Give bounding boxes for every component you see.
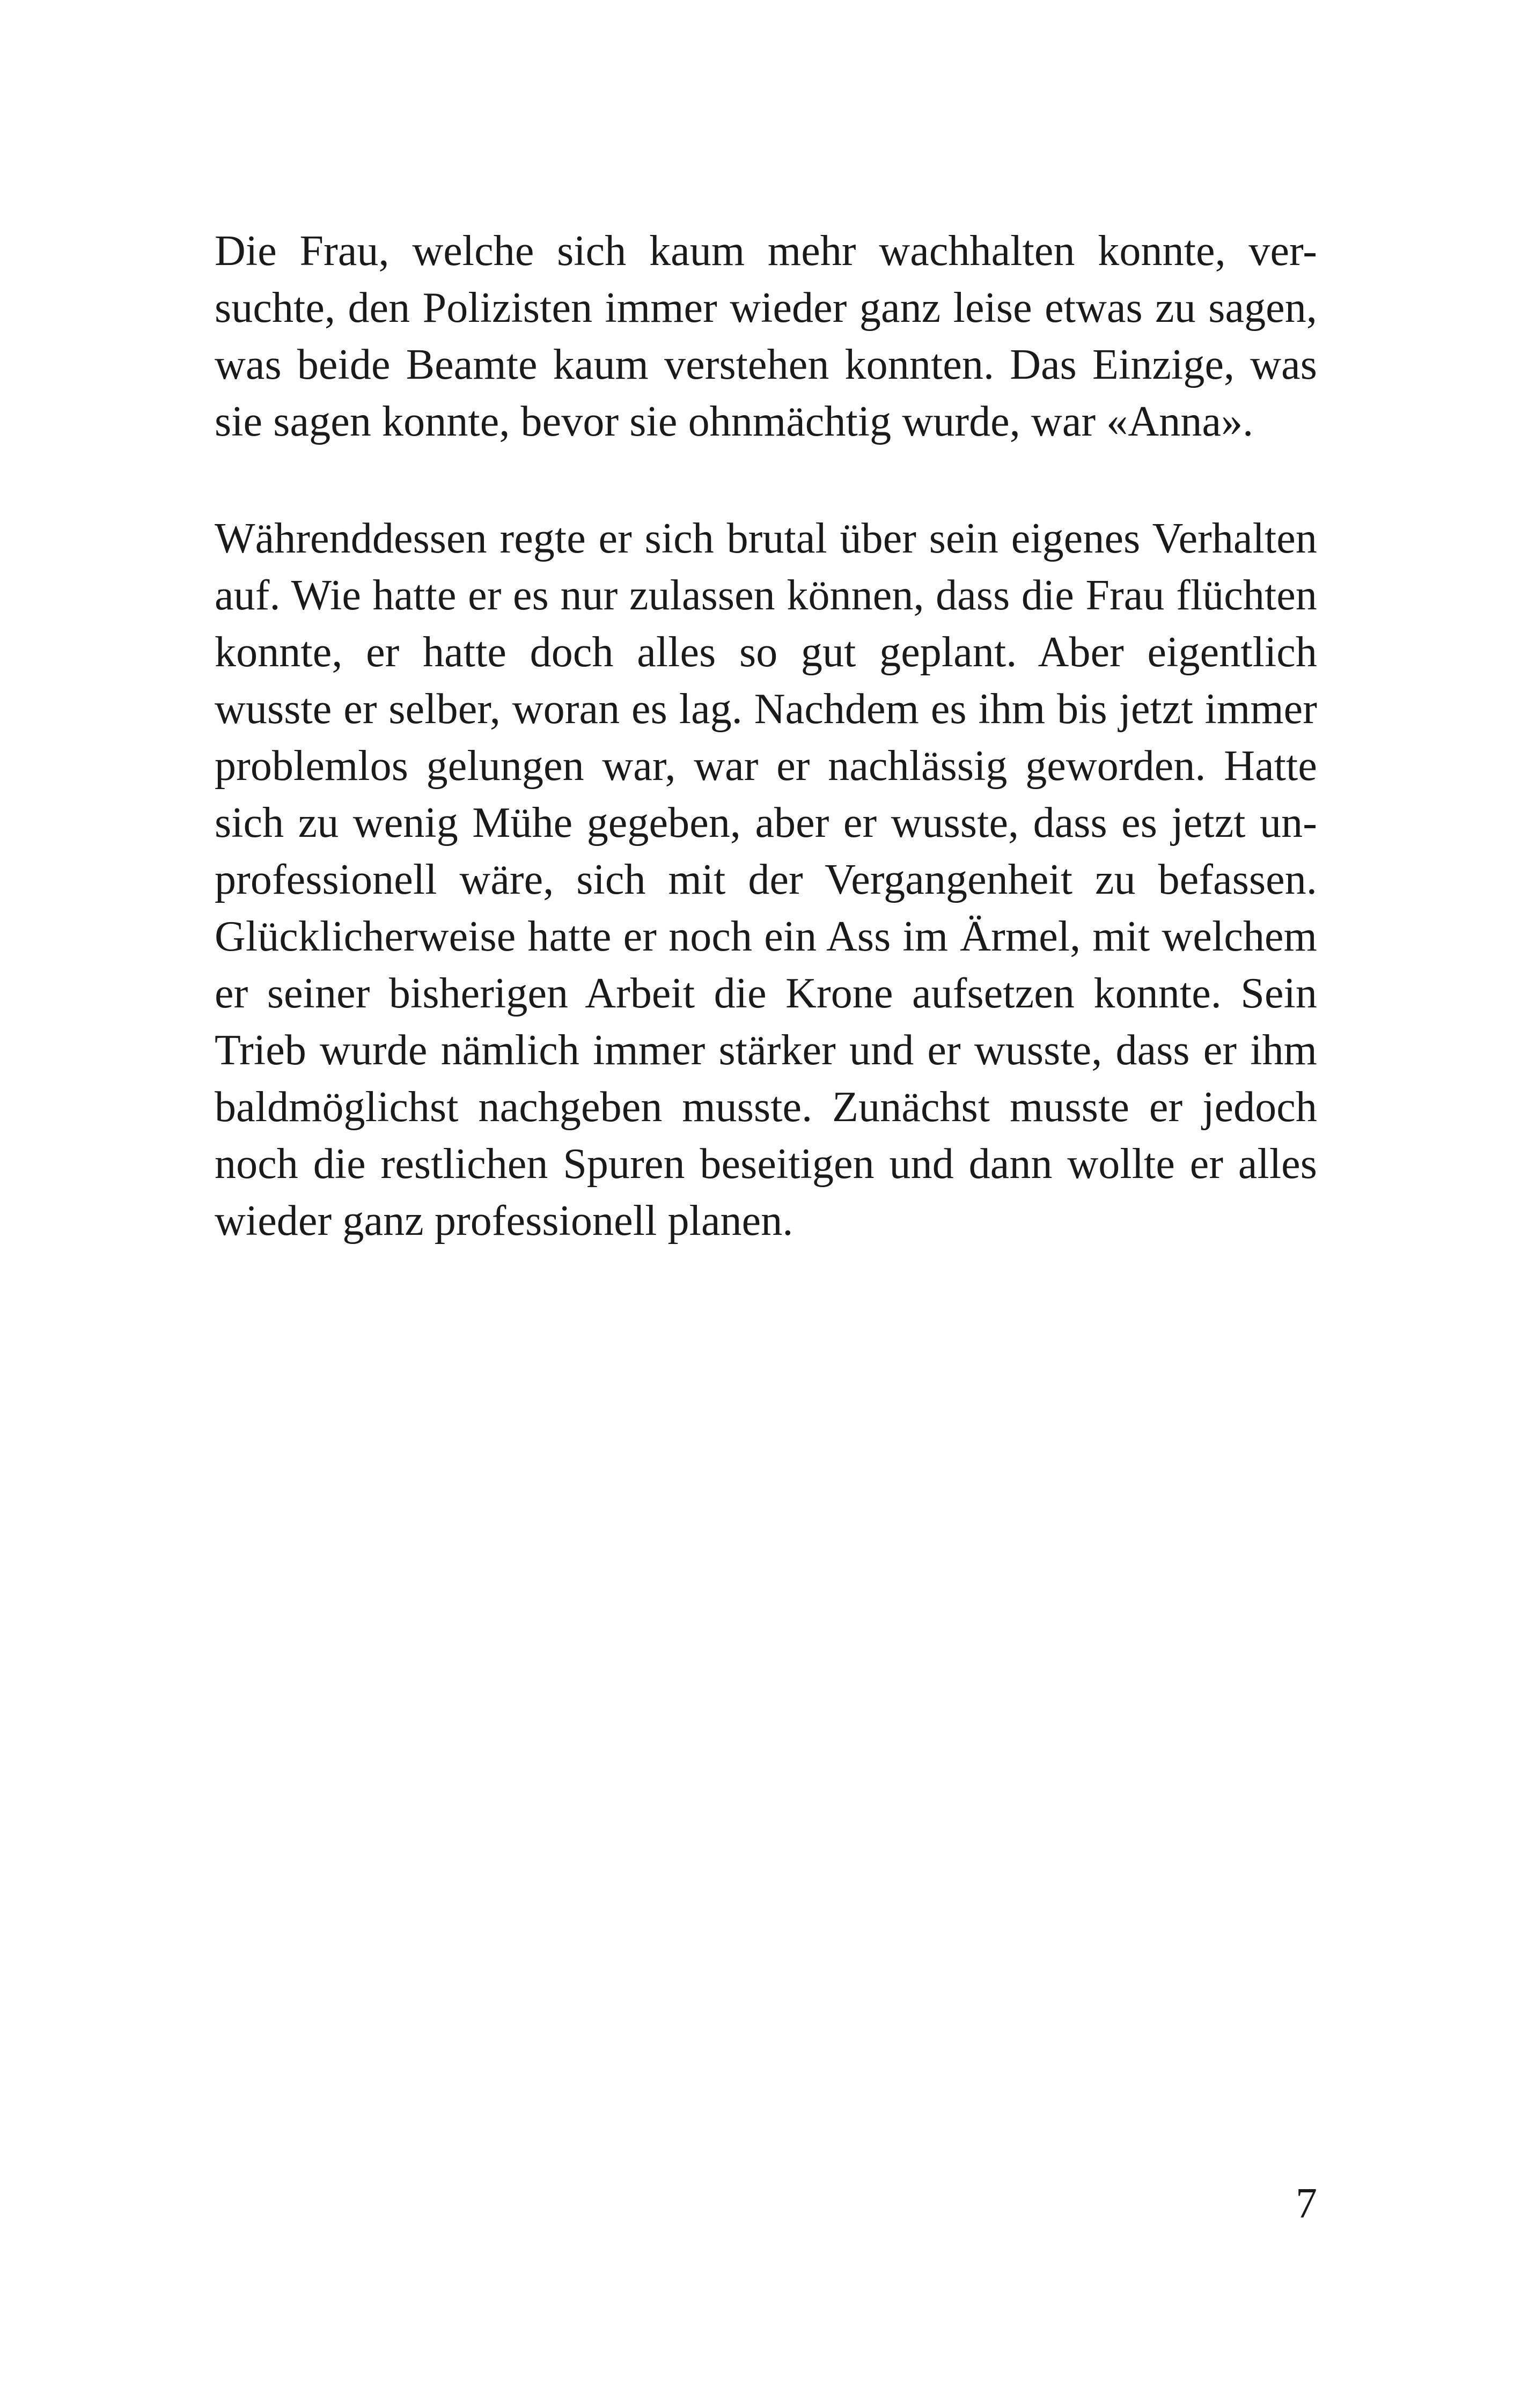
- text-line: wusste er selber, woran es lag. Nachdem es ihm bis jetzt immer: [215, 686, 1317, 733]
- text-line: problemlos gelungen war, war er nachlässig geworden. Hatte: [215, 742, 1317, 790]
- text-line: konnte, er hatte doch alles so gut geplant. Aber eigentlich: [215, 629, 1317, 676]
- text-line: Die Frau, welche sich kaum mehr wachhalten konnte, ver-: [215, 227, 1317, 275]
- paragraph-1: [215, 223, 1317, 450]
- text-line: professionell wäre, sich mit der Vergangenheit zu befassen.: [215, 856, 1317, 903]
- text-line: Währenddessen regte er sich brutal über sein eigenes Verhalten: [215, 515, 1317, 562]
- text-line: baldmöglichst nachgeben musste. Zunächst musste er jedoch: [215, 1084, 1317, 1131]
- page-number: 7: [1296, 2180, 1317, 2227]
- text-line: er seiner bisherigen Arbeit die Krone aufsetzen konnte. Sein: [215, 970, 1317, 1017]
- paragraph-2: [215, 510, 1317, 1249]
- text-line: sie sagen konnte, bevor sie ohnmächtig wurde, war «Anna».: [215, 398, 1254, 445]
- text-line: Trieb wurde nämlich immer stärker und er wusste, dass er ihm: [215, 1027, 1317, 1074]
- text-line: Glücklicherweise hatte er noch ein Ass im Ärmel, mit welchem: [215, 913, 1317, 960]
- paragraph-spacer: [215, 450, 1317, 510]
- text-line: was beide Beamte kaum verstehen konnten. Das Einzige, was: [215, 341, 1317, 388]
- page-body: [215, 223, 1317, 1249]
- text-line: auf. Wie hatte er es nur zulassen können, dass die Frau flüchten: [215, 572, 1317, 619]
- text-line: noch die restlichen Spuren beseitigen und dann wollte er alles: [215, 1140, 1317, 1188]
- text-line: suchte, den Polizisten immer wieder ganz leise etwas zu sagen,: [215, 284, 1317, 332]
- text-line: wieder ganz professionell planen.: [215, 1197, 793, 1244]
- text-line: sich zu wenig Mühe gegeben, aber er wusste, dass es jetzt un-: [215, 799, 1317, 846]
